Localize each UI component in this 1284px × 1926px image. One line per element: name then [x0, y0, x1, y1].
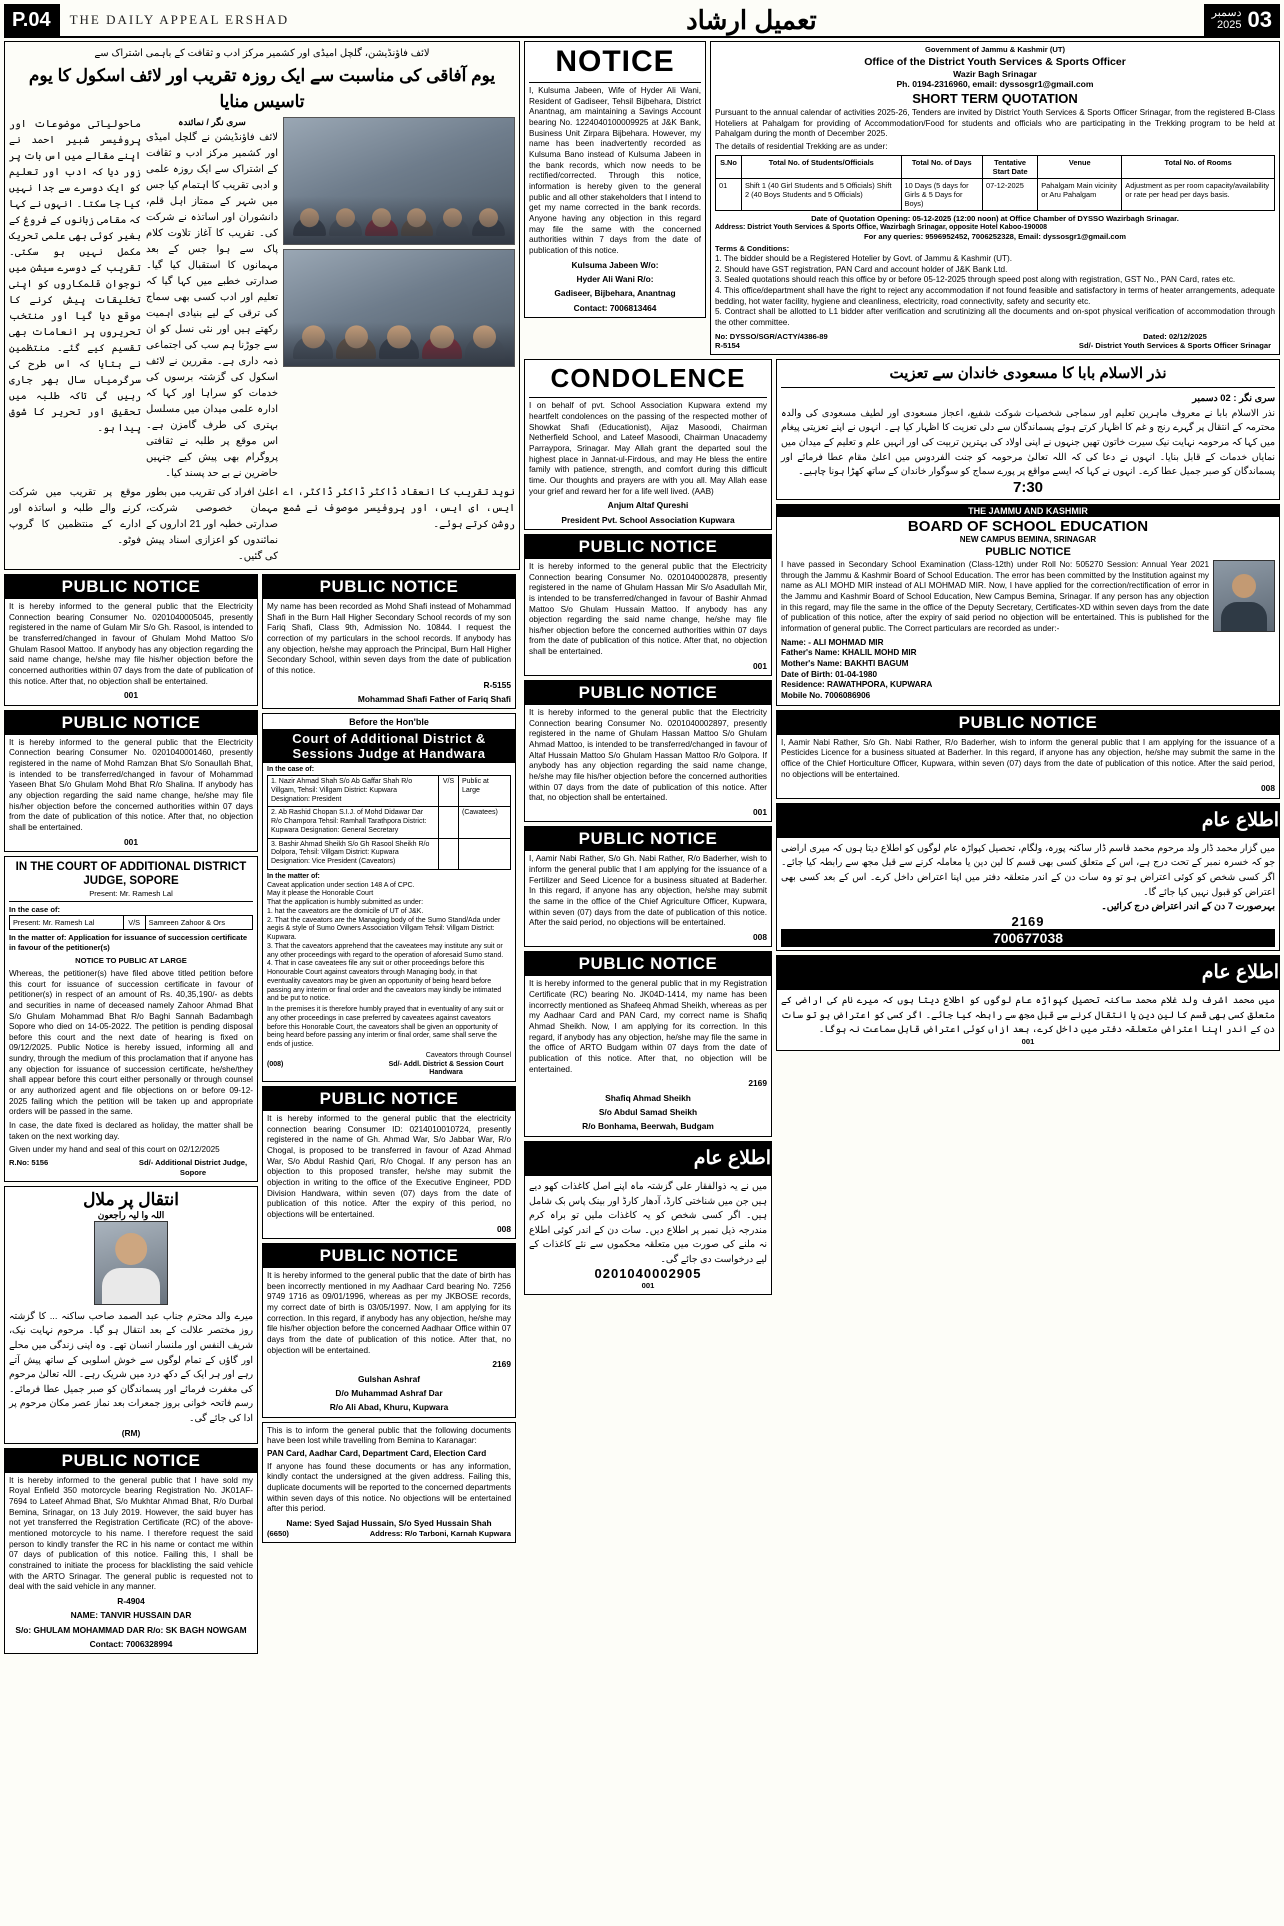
notice-title: اطلاع عام [525, 1142, 771, 1176]
notice-title: PUBLIC NOTICE [525, 681, 771, 705]
article-caption-left: نوید تقریب کا انعقاد ڈاکٹر ڈاکٹر ڈاکٹر، اے ایس، ای ایس، اور پروفیسر موصوف نے شمع روشن کرتے ہوئے۔ [283, 487, 515, 530]
notice-days: بہرصورت 7 دن کے اندر اعتراض درج کرائیں۔ [1101, 900, 1275, 912]
date-year: 2025 [1217, 19, 1242, 31]
urdu-tazeyat-notice [776, 359, 1280, 499]
notice-title: PUBLIC NOTICE [525, 952, 771, 976]
govt-short-term-quotation [710, 41, 1280, 355]
notice-sign-address: Gadiseer, Bijbehara, Anantnag [554, 288, 676, 299]
board-field-dob: Date of Birth: 01-04-1980 [781, 669, 878, 679]
date-month: دسمبر [1211, 7, 1242, 20]
notice-title: PUBLIC NOTICE [525, 535, 771, 559]
notice-number: 0201040002905 [594, 1266, 702, 1282]
cell-start-date: 07-12-2025 [983, 178, 1038, 210]
masthead-date [1204, 4, 1280, 36]
cell-sno: 01 [716, 178, 742, 210]
cell-days: 10 Days (5 days for Girls & 5 Days for Boys) [901, 178, 982, 210]
cell-venue: Pahalgam Main vicinity or Aru Pahalgam [1038, 178, 1122, 210]
notice-ref: 001 [124, 690, 138, 701]
cell-rooms: Adjustment as per room capacity/availability or rate per head per days basis. [1122, 178, 1275, 210]
public-notice-fertilizer-licence [524, 826, 772, 947]
article-photo-top [283, 117, 515, 245]
notice-sign-name: Name: Syed Sajad Hussain, S/o Syed Hussain Shah [286, 1517, 492, 1528]
notices-column-3 [524, 41, 706, 359]
public-notice-electricity-1 [4, 574, 258, 706]
notice-ref: 008 [497, 1223, 511, 1234]
court-sign-right: Caveators through Counsel [425, 1051, 511, 1059]
notice-body: میں نے یہ ذوالفقار علی گزشتہ ماہ اپنے اصل کاغذات کھو دیے ہیں جن میں شناختی کارڈ، آدھار کارڈ اور بینک پاس بک شامل ہیں۔ اگر کسی شخص کو یہ کاغذات ملیں تو براہ کرم مندرجہ ذیل نمبر پر اطلاع دیں۔ سات دن کے اندر کوئی اطلاع نہ ملنے کی صورت میں متعلقہ محکموں سے نئے کاغذات کے لیے درخواست دی جائے گی۔ [529, 1180, 767, 1264]
notice-body: I, Kulsuma Jabeen, Wife of Hyder Ali Wani, Resident of Gadiseer, Tehsil Bijbehara, District Anantnag, am maintaining a Savings Account bearing No. 1224040100009925 at J&K Bank, Business Unit Zirpara Bijbehara. However, my name has been inadvertently recorded as Kulsuma Bano instead of Kulsuma Jabeen in the bank records, which now needs to be rectified/corrected. Through this notice, information is hereby given to the general public and all other stakeholders that I intend to get my name corrected in the bank records. Anyone having any objection in this regard may file the same with the concerned authorities within 7 days from the date of publication of this notice. [529, 86, 701, 255]
notice-ref: 008 [1261, 783, 1275, 794]
case-party-right: Samreen Zahoor & Ors [145, 916, 252, 930]
govt-opening: Date of Quotation Opening: 05-12-2025 (12:00 noon) at Office Chamber of DYSSO Wazirbagh Srinagar. [811, 213, 1179, 223]
page-number: P.04 [4, 4, 59, 36]
notice-body: It is hereby informed to the general public that in my Registration Certificate (RC) bearing No. JK04D-1414, my name has been incorrectly mentioned as Shafeeq Ahmad Sheikh, whereas as per my Aadhaar Card and PAN Card, my correct name is Shafiq Ahmad Sheikh. Now, I am applying for its correction. In this regard, if anybody has any objection, he/she may file the same in the office of ARTO Budgam within 07 days from the date of publication of this notice. After that, no objection will be entertained. [529, 979, 767, 1074]
masthead [4, 4, 1280, 38]
notice-ref: R-5155 [483, 679, 511, 690]
notice-body: I, Aamir Nabi Rather, S/o Gh. Nabi Rather, R/o Baderher, wish to inform the general public that I am applying for the issuance of a Fertilizer and Seed Licence for a business situated at Baderher. In this regard, if anyone has any objection, he/she may submit the same in the office of the Chief Agriculture Officer, Kupwara, within seven (07) days from the date of publication of this notice. After the said period, no objections will be entertained. [529, 854, 767, 928]
table-header-row [716, 155, 1275, 178]
court-line-3: That the application is humbly submitted as under: [267, 899, 424, 907]
article-photo-bottom [283, 249, 515, 367]
notice-ref: 001 [641, 1281, 655, 1291]
condolence-sign-title: President Pvt. School Association Kupwara [561, 514, 735, 525]
notice-body: It is hereby informed to the general public that the Electricity Connection bearing Consumer No. 0201040002878, presently registered in the name of Ghulam Hassan Mir S/o Asadullah Mir, is intended to be transferred/changed in favour of Bashir Ahmad Mattoo S/o Ghulam Hussain Mattoo. If anybody has any objection regarding the said name change, he/she may file his/her objection before the concerned authorities within 07 days from the date of publication of this notice. After that, no objection shall be entertained. [529, 561, 767, 657]
case-vs: V/S [123, 916, 145, 930]
article-byline: سری نگر / نمائندہ [178, 117, 246, 127]
notice-body: It is hereby informed to the general public that the Electricity Connection bearing Consumer No. 0201040001460, presently registered in the name of Mohd Ramzan Bhat S/o Sonaullah Bhat, is intended to be transferred/changed in favour of Mohammad Yaseen Bhat S/o Ghulam Mohd Bhat R/o Shalina. If anybody has any objection regarding the said name change, he/she may file his/her objection before the concerned authorities within 07 days from the date of publication of this notice. After that, no objection shall be entertained. [9, 737, 253, 832]
notice-sign-father: S/o Abdul Samad Sheikh [598, 1106, 698, 1117]
notice-ref: R-4904 [117, 1595, 145, 1606]
article-caption-mid: اعلیٰ افراد کی تقریب میں بطور مہمان خصوصی شرکت، صدارتی خطبہ اور 21 اداروں کے نمائندوں کو اعزازی اسناد پیش کی گئیں۔ [146, 487, 278, 562]
case-vs [439, 807, 459, 838]
notice-address: Address: R/o Tarboni, Karnah Kupwara [369, 1529, 511, 1539]
board-pre: THE JAMMU AND KASHMIR [777, 505, 1279, 517]
notice-ref: 2169 [748, 1078, 767, 1089]
govt-term-3: 3. Sealed quotations should reach this office by or before 05-12-2025 through speed post along with registration, GST No., PAN Card, rates etc. [715, 275, 1236, 285]
court-ref: R.No: 5156 [9, 1158, 49, 1168]
notice-title: PUBLIC NOTICE [5, 575, 257, 599]
notice-sign-name: Shafiq Ahmad Sheikh [605, 1092, 691, 1103]
obituary-sub: اللہ وا لیہ راجعون [97, 1209, 165, 1220]
court-body-2: In case, the date fixed is declared as holiday, the matter shall be taken on the next working day. [9, 1121, 253, 1141]
notices-column-5 [776, 359, 1280, 1299]
court-title: IN THE COURT OF ADDITIONAL DISTRICT JUDGE, SOPORE [15, 860, 247, 888]
notice-title: PUBLIC NOTICE [263, 575, 515, 599]
notice-body: It is hereby informed to the general public that the Electricity Connection bearing Consumer No. 0201040002897, presently registered in the name of Ghulam Hassan Mattoo S/o Ghulam Ahmad Mattoo, is intended to be transferred/changed in favour of Altaf Hussain Mattoo S/o Ghulam Hassan Mattoo R/o Golpora. If anybody has any objection regarding the said name change, he/she may file his/her objection before the concerned authorities within 07 days from the date of publication of this notice. After that, no objection shall be entertained. [529, 708, 767, 803]
govt-office: Office of the District Youth Services & Sports Officer [864, 55, 1126, 68]
obituary-sign: (RM) [121, 1428, 141, 1439]
board-body: I have passed in Secondary School Examination (Class-12th) under Roll No: 505270 Session: Annual Year 2021 through the Jammu & Kashmir Board of School Education. The error has been committed by the Institution against my name as ALI MOHD MIR instead of ALI MOHMAD MIR. Now, I have applied for the correction/rectification of error in the Jammu and Kashmir Board of School Education, New Campus Bemina, Srinagar. If any person has any objection in this regard, may file the same in the office of the Deputy Secretary, Certificates-XD within seven days from the date of publication of this notice, after the expiry of said period no objection will be entertained. This is published for the information of general public. The Correct particulars are recorded as under:- [781, 560, 1209, 633]
case-party-right: (Cawatees) [459, 807, 511, 838]
notice-sign-address: R/o Bonhama, Beerwah, Budgam [582, 1121, 714, 1132]
notice-ref: 001 [124, 836, 138, 847]
board-of-school-education-notice [776, 504, 1280, 706]
notice-ref: (6650) [267, 1529, 289, 1539]
notice-title: PUBLIC NOTICE [5, 1449, 257, 1473]
notice-ref: 2169 [492, 1359, 511, 1370]
public-notice-pdd-handwara [262, 1086, 516, 1239]
condolence-sign-name: Anjum Altaf Qureshi [607, 500, 689, 511]
court-public-label: NOTICE TO PUBLIC AT LARGE [75, 956, 187, 966]
govt-table-intro: The details of residential Trekking are as under: [715, 142, 888, 151]
condolence-body: I on behalf of pvt. School Association Kupwara extend my heartfelt condolences on the passing of the respected mother of Showkat Shafi (Educationist), Aijaz Masoodi, Chairman Netherfield School, and Lateef Masoodi, Chairman Unacademy Parraypora, Srinagar. May Allah grant the departed soul the highest place in Jannat-ul-Firdous, and may He bless the entire family with patience, strength, and comfort during this difficult time. Our thoughts and prayers are with you all. May Allah ease your grief and reward her for a life well lived. (AAB) [529, 401, 767, 496]
public-notice-fariq-shafi [262, 574, 516, 709]
govt-terms-title: Terms & Conditions: [715, 244, 790, 254]
board-field-father: Father's Name: KHALIL MOHD MIR [781, 648, 917, 658]
court-line-5: 2. That the caveators are the Managing body of the Sumo Stand/Ada under aegis & style of Sumo Owners Association Villgam Tehsil: Villgam District: Kupwara. [267, 916, 501, 942]
public-notice-lost-documents [262, 1422, 516, 1543]
tazeyat-title: نذر الاسلام بابا کا مسعودی خاندان سے تعزیت [889, 365, 1167, 383]
notice-sign-name: NAME: TANVIR HUSSAIN DAR [70, 1610, 192, 1621]
article-caption-right: موقع پر تقریب میں شرکت کرنے والے طلبہ و اساتذہ اور ادارے کے منتظمین کا گروپ فوٹو۔ [9, 487, 141, 546]
public-notice-electricity-2 [4, 710, 258, 852]
notice-sign-father: D/o Muhammad Ashraf Dar [335, 1387, 443, 1398]
board-field-mother: Mother's Name: BAKHTI BAGUM [781, 658, 909, 668]
tazeyat-time: 7:30 [1012, 478, 1044, 496]
notices-column-2 [262, 574, 516, 1658]
notice-ref: 001 [1021, 1036, 1035, 1046]
notice-sign-name: Gulshan Ashraf [357, 1373, 421, 1384]
govt-dated: Dated: 02/12/2025 [1143, 331, 1207, 341]
govt-term-4: 4. This office/department shall have the right to reject any accommodation if not found feasible and satisfactory in terms of heater arrangements, adequate bedding, hot water facility, hygiene and cleanliness, electricity, road connectivity, safety and security etc. [715, 285, 1275, 306]
court-title: Court of Additional District & Sessions Judge at Handwara [263, 729, 515, 763]
notice-body: میں گزار محمد ڈار ولد مرحوم محمد قاسم ڈار ساکنہ پورہ، ولگام، تحصیل کپواڑہ عام لوگوں کو اطلاع دیتا ہوں کہ میری اراضی جو کہ خسرہ نمبر کے تحت درج ہے، اس کے متعلق کسی بھی قسم کا لین دین یا معاملہ کرنے سے قبل مجھ سے رابطہ کیا جائے۔ اگر کسی شخص کو کوئی اعتراض ہو تو وہ سات دن کے اندر متعلقہ دفتر میں اپنا اعتراض داخل کرے۔ اس کے بعد کسی بھی اعتراض کو قبول نہیں کیا جائے گا۔ [781, 841, 1275, 897]
paper-name: THE DAILY APPEAL ERSHAD [59, 4, 300, 36]
case-party-right: Public at Large [459, 776, 511, 807]
trekking-details-table [715, 155, 1275, 211]
condolence-title: CONDOLENCE [550, 363, 746, 394]
col-days: Total No. of Days [901, 155, 982, 178]
article-column-2: ماحولیاتی موضوعات اور پروفیسر شبیر احمد نے اپنے مقالے میں اس بات پر زور دیا کہ ادب اور تعلیم کو ایک دوسرے سے جدا نہیں کیا جا سکتا۔ انہوں نے کہا کہ مقامی زبانوں کے فروغ کے بغیر کوئی بھی علمی تحریک مکمل نہیں ہو سکتی۔ تقریب کے دوسرے سیشن میں نوجوان قلمکاروں کو اپنی تخلیقات پیش کرنے کا موقع دیا گیا اور منتخب تحریروں پر انعامات بھی تقسیم کیے گئے۔ منتظمین نے بتایا کہ اس طرح کی سرگرمیاں سال بھر جاری رہیں گی تاکہ طلبہ میں تحقیق اور تحریر کا شوق پیدا ہو۔ [9, 119, 141, 434]
masthead-title: تعمیل ارشاد [686, 4, 817, 35]
court-ref: (008) [267, 1060, 284, 1068]
notice-title: اطلاع عام [777, 956, 1279, 990]
col-rooms: Total No. of Rooms [1122, 155, 1275, 178]
table-row [268, 838, 511, 869]
applicant-photo [1213, 560, 1275, 632]
court-sign: Sd/- Addl. District & Session Court Handwara [388, 1060, 504, 1077]
notice-title: NOTICE [555, 45, 675, 78]
date-day: 03 [1247, 7, 1272, 32]
public-notice-pesticide-licence [776, 710, 1280, 799]
condolence-notice [524, 359, 772, 530]
ittila-aam-3 [776, 955, 1280, 1051]
public-notice-shafiq-rc [524, 951, 772, 1136]
public-notice-royal-enfield [4, 1448, 258, 1655]
article-headline: یوم آفاقی کی مناسبت سے ایک روزہ تقریب اور لائف اسکول کا یوم تاسیس منایا [28, 66, 496, 111]
article-column-1: لائف فاؤنڈیشن نے گلچل امیڈی اور کشمیر مرکز ادب و ثقافت کے اشتراک سے ایک روزہ علمی و ادبی تقریب کا اہتمام کیا جس میں شہر کے ممتاز اہل قلم، دانشوران اور اساتذہ نے شرکت کی۔ تقریب کا آغاز تلاوت کلام پاک سے ہوا جس کے بعد مہمانوں کا استقبال کیا گیا۔ صدارتی خطبے میں کہا گیا کہ تعلیم اور ادب کسی بھی سماج کی ترقی کے لیے بنیادی اہمیت رکھتے ہیں اور نئی نسل کو ان سے جوڑنا ہم سب کی اجتماعی ذمہ داری ہے۔ مقررین نے لائف اسکول کی گزشتہ برسوں کی خدمات کو سراہا اور کہا کہ ادارہ علمی میدان میں مسلسل بہتری کی طرف گامزن ہے۔ اس موقع پر طلبہ نے ثقافتی پروگرام بھی پیش کیے جنہیں حاضرین نے بے حد پسند کیا۔ [146, 132, 278, 479]
govt-sign: Sd/- District Youth Services & Sports Officer Srinagar [1078, 341, 1272, 351]
notice-doc-list: PAN Card, Aadhar Card, Department Card, Election Card [267, 1448, 487, 1458]
cell-students: Shift 1 (40 Girl Students and 5 Officials) Shift 2 (40 Boys Students and 5 Officials) [742, 178, 902, 210]
notice-body-2: If anyone has found these documents or has any information, kindly contact the undersigned at the given address. Failing this, duplicate documents will be reported to the concerned departments within seven days of this notice. No objections will be entertained after this period. [267, 1461, 511, 1514]
ittila-aam-1 [776, 803, 1280, 951]
table-row [268, 807, 511, 838]
notice-sign-address: S/o: GHULAM MOHAMMAD DAR R/o: SK BAGH NOWGAM [15, 1624, 247, 1635]
notice-phone: 700677038 [781, 929, 1275, 947]
notice-body: It is hereby informed to the general public that the date of birth has been incorrectly mentioned in my Aadhaar Card bearing No. 7256 9749 1716 as 09/01/1996, whereas as per my JKBOSE records, my correct date of birth is 03/05/1997. Now, I am applying for its correction. In this regard, if anybody has any objection, he/she may file his/her objection before the concerned Aadhaar Office within 07 days from the date of publication of this notice. After that, no objection will be entertained. [267, 1270, 511, 1355]
notice-body: It is hereby informed to the general public that I have sold my Royal Enfield 350 motorcycle bearing Registration No. JK01AF-7694 to Lateef Ahmad Bhat, S/o Mukhtar Ahmad Bhat, R/o Durbal Bemina, Srinagar, on 13 July 2019. However, the said buyer has not yet transferred the Registration Certificate (RC) of the above-mentioned motorcycle to his name. I therefore request the said person to kindly transfer the RC in his name or contact me within 07 days of publication of this notice. Failing this, I shall be constrained to initiate the process for blacklisting the said vehicle with the ARTO Srinagar. The general public is requested not to deal with the said vehicle in any manner. [9, 1475, 253, 1592]
court-present: Present: Mr. Ramesh Lal [89, 888, 173, 898]
feature-article [4, 41, 520, 570]
court-line-6: 3. That the caveators apprehend that the caveatees may institute any suit or any other proceedings with regard to the operation of aforesaid Sumo stand. [267, 942, 504, 959]
notice-title: PUBLIC NOTICE [525, 827, 771, 851]
court-line-2: May it please the Honorable Court [267, 890, 374, 898]
case-party-left: 3. Bashir Ahmad Sheikh S/o Gh Rasool Sheikh R/o Dolpora, Tehsil: Villgam District: Kupwara Designation: Vice President (Caveators) [268, 838, 439, 869]
table-row [716, 178, 1275, 210]
case-party-left: Present: Mr. Ramesh Lal [10, 916, 124, 930]
board-field-residence: Residence: RAWATHPORA, KUPWARA [781, 680, 933, 690]
col-students: Total No. of Students/Officials [742, 155, 902, 178]
notice-title: PUBLIC NOTICE [263, 1244, 515, 1268]
notice-body: I, Aamir Nabi Rather, S/o Gh. Nabi Rather, R/o Baderher, wish to inform the general public that I am applying for the issuance of a Pesticides Licence for a business situated at Baderher. In this regard, if anyone has any objection, he/she may submit the same in the office of the Chief Horticulture Officer, Kupwara, within seven (07) days from the date of publication of this notice. After the said period, no objections will be entertained. [781, 737, 1275, 779]
govt-address-line: Address: District Youth Services & Sports Office, Wazirbagh Srinagar, opposite Hotel Kaboo-190008 [715, 223, 1048, 231]
board-field-name: Name: - ALI MOHMAD MIR [781, 637, 884, 647]
board-campus: NEW CAMPUS BEMINA, SRINAGAR [959, 535, 1097, 545]
case-party-right [459, 838, 511, 869]
court-notice-handwara [262, 713, 516, 1082]
court-case-table [267, 775, 511, 870]
col-venue: Venue [1038, 155, 1122, 178]
obituary-notice [4, 1186, 258, 1444]
notice-sign-address: R/o Ali Abad, Khuru, Kupwara [329, 1402, 449, 1413]
notice-title: اطلاع عام [777, 804, 1279, 838]
govt-term-2: 2. Should have GST registration, PAN Card and account holder of J&K Bank Ltd. [715, 264, 1008, 274]
notice-sign-husband: Hyder Ali Wani R/o: [576, 273, 654, 284]
tazeyat-body: نذر الاسلام بابا نے معروف ماہرین تعلیم اور سماجی شخصیات شوکت شفیع، اعجاز مسعودی اور لطیف مسعودی کی والدہ محترمہ کے انتقال پر گہرے رنج و غم کا اظہار کرتے ہوئے پسماندگان سے دلی تعزیت کا اظہار کیا ہے۔ انہوں نے اپنے تعزیتی پیغام میں کہا کہ مرحومہ نہایت نیک سیرت خاتون تھیں جنہوں نے اپنی اولاد کی بہترین تربیت کی اور انہیں علم و تعلیم کے میدان میں نمایاں خدمات کے قابل بنایا۔ انہوں نے دعا کی کہ اللہ تعالیٰ مرحومہ کو جنت الفردوس میں اعلیٰ مقام عطا فرمائے اور پسماندگان کو صبر جمیل عطا کرے۔ انہوں نے کہا کہ ایسے مواقع پر پورے سماج کو سوگوار خاندان کے ساتھ کھڑا ہونا چاہیے۔ [781, 406, 1275, 477]
case-party-left: 1. Nazir Ahmad Shah S/o Ab Gaffar Shah R/o Villgam, Tehsil: Villgam District: Kupwara Designation: President [268, 776, 439, 807]
notice-ref: 001 [753, 807, 767, 818]
notice-body: It is hereby informed to the general public that the Electricity Connection bearing Consumer No. 0201040005045, presently registered in the name of Gulam Mir S/o Gh. Rasool, is intended to be transferred/changed in favour of Ghulam Mohd Mattoo S/o Ghulam Rasool Mattoo. If anybody has any objection regarding the said name change, he/she may file his/her objection before the concerned authorities within 07 days from the date of publication of this notice. After that, no objection shall be entertained. [9, 602, 253, 686]
notice-contact: Contact: 7006813464 [573, 302, 657, 313]
govt-ref: R-5154 [715, 341, 740, 351]
govt-intro: Pursuant to the annual calendar of activities 2025-26, Tenders are invited by District Youth Services & Sports Officer Srinagar, from the registered B-Class Hoteliers at Pahalgam for providing of Accommodation/Food for students and officials who are participating in the Trekking program to be held at Pahalgam during the month of December 2025. [715, 108, 1275, 139]
board-field-mobile: Mobile No. 7006086906 [781, 690, 871, 700]
court-line-8: In the premises it is therefore humbly prayed that in eventuality of any suit or any other proceedings in case preferred by caveatees against caveators before this Honorable Court, the caveators shall be given an opportunity of being heard before passing any interim or final order, same shall serve the ends of justice. [267, 1006, 504, 1049]
notice-sign: Mohammad Shafi Father of Fariq Shafi [357, 693, 511, 704]
court-body: Whereas, the petitioner(s) have filed above titled petition before this court for issuance of succession certificate in favour of petitioner(s) in respect of an amount of Rs. 40,35,190/- as debts and securities in name of deceased namely Zahoor Ahmad Bhat S/o Ghulam Mohammad Bhat R/o Baghi Sannah Badambagh Sopore who died on 14-05-2022. The petition is pending disposal before this court and the next date of hearing is fixed on 09/12/2025. Public Notice is hereby issued, informing all and sundry, through the medium of this proclamation that if anyone has any objection for issuance of succession certificate, he/she/they shall appear before this court either personally or through counsel or any authorized agent and file objections on or before 09-12-2025 failing which the petition will be taken up and appropriate orders will be passed in the same. [9, 968, 253, 1117]
board-label: PUBLIC NOTICE [985, 546, 1071, 559]
tazeyat-place: سری نگر : 02 دسمبر [1192, 392, 1275, 404]
obituary-photo [94, 1221, 168, 1305]
notice-title: PUBLIC NOTICE [5, 711, 257, 735]
public-notice-bashir-mattoo [524, 534, 772, 676]
court-case-table [9, 915, 253, 930]
court-given: Given under my hand and seal of this court on 02/12/2025 [9, 1145, 220, 1155]
notice-kulsuma-jabeen [524, 41, 706, 318]
govt-contact: Ph. 0194-2316960, email: dyssosgr1@gmail.com [896, 79, 1094, 90]
court-pre: Before the Hon'ble [349, 717, 429, 728]
notice-body: This is to inform the general public that the following documents have been lost while travelling from Bemina to Karanagar: [267, 1425, 511, 1446]
court-sign: Sd/- Additional District Judge, Sopore [138, 1158, 248, 1177]
court-line-1: Caveat application under section 148 A of CPC. [267, 881, 415, 889]
case-vs [439, 838, 459, 869]
notices-column-4 [524, 359, 772, 1299]
notice-title: PUBLIC NOTICE [263, 1087, 515, 1111]
court-case-label: In the case of: [9, 905, 61, 915]
govt-title: SHORT TERM QUOTATION [912, 91, 1078, 107]
col-sno: S.No [716, 155, 742, 178]
ittila-aam-2 [524, 1141, 772, 1296]
notice-sign-name: Kulsuma Jabeen W/o: [571, 259, 659, 270]
obituary-body: میرے والد محترم جناب عبد الصمد صاحب ساکنہ ... کا گزشتہ روز مختصر علالت کے بعد انتقال ہو گیا۔ مرحوم نہایت نیک، شریف النفس اور ملنسار انسان تھے۔ وہ اپنی زندگی میں محلے اور گاؤں کے تمام لوگوں سے خوش اسلوبی کے ساتھ پیش آتے رہے اور ہر ایک کے دکھ درد میں شریک رہے۔ اللہ تعالیٰ مرحوم کی مغفرت فرمائے اور پسماندگان کو صبر جمیل عطا فرمائے۔ رسم فاتحہ خوانی بروز جمعرات بعد نماز عصر مکان مرحوم پر ادا کی جائے گی۔ [9, 1309, 253, 1423]
govt-queries: For any queries: 9596952452, 7006252328, Email: dyssosgr1@gmail.com [864, 232, 1126, 242]
govt-term-1: 1. The bidder should be a Registered Hotelier by Govt. of Jammu & Kashmir (UT). [715, 253, 1013, 263]
court-matter: In the matter of: Application for issuance of succession certificate in favour of the petitioner(s) [9, 933, 248, 953]
notice-sign-contact: Contact: 7006328994 [89, 1638, 173, 1649]
obituary-title: انتقال پر ملال [83, 1189, 179, 1209]
case-vs: V/S [439, 776, 459, 807]
notice-ref: 2169 [1011, 913, 1045, 929]
public-notice-aadhaar-dob [262, 1243, 516, 1418]
court-line-4: 1. hat the caveators are the domicile of UT of J&K. [267, 907, 424, 915]
court-case-label: In the case of: [267, 766, 315, 774]
govt-term-5: 5. Contract shall be allotted to L1 bidder after verification and scrutinizing all the documents and on-spot physical verification of accommodation through the other committee. [715, 307, 1275, 327]
notice-body: My name has been recorded as Mohd Shafi instead of Mohammad Shafi in the Burn Hall Higher Secondary School records of my son Fariq Shafi, Class 9th, Admission No. 10844. I request the correction of my particulars in the school records. If anybody has any objection, he/she may approach the Principal, Burn Hall Higher Secondary School, within seven days from the date of publication of this notice. [267, 602, 511, 675]
govt-address: Wazir Bagh Srinagar [953, 69, 1037, 80]
notice-body: میں محمد اشرف ولد غلام محمد ساکنہ تحصیل کپواڑہ عام لوگوں کو اطلاع دیتا ہوں کہ میرے نام کی اراضی کے متعلق کسی بھی قسم کا لین دین یا انتقال کرنے سے قبل مجھ سے رابطہ کیا جائے۔ اگر کسی کو اعتراض ہو تو سات دن کے اندر اپنا اعتراض متعلقہ دفتر میں داخل کرے، بعد ازاں کوئی اعتراض قابل سماعت نہ ہوگا۔ [781, 994, 1275, 1035]
govt-line: Government of Jammu & Kashmir (UT) [924, 45, 1066, 54]
col-start-date: Tentative Start Date [983, 155, 1038, 178]
notice-title: PUBLIC NOTICE [777, 711, 1279, 735]
notices-column-1 [4, 574, 258, 1658]
govt-no: No: DYSSO/SGR/ACTY/4386-89 [715, 331, 828, 341]
notice-body: It is hereby informed to the general public that the electricity connection bearing Consumer ID: 0214010010724, presently registered in the name of Gh. Ahmad War, S/o Jabbar War, R/o Chogal, is proposed to be transferred in favour of Azad Ahmad War, S/o Abdul Rashid Qari, R/o Chogal. If any person has an objection to this proposed transfer, he/she may submit the objection in writing to the office of the Executive Engineer, PDD Division Handwara, within seven (07) days from the date of publication of this notice. After the expiry of this period, no objections will be entertained. [267, 1114, 511, 1219]
article-kicker: لائف فاؤنڈیشن، گلچل امیڈی اور کشمیر مرکز ادب و ثقافت کے باہمی اشتراک سے [94, 48, 430, 59]
court-notice-sopore [4, 856, 258, 1182]
notice-ref: 001 [753, 660, 767, 671]
public-notice-altaf-mattoo [524, 680, 772, 822]
board-title: BOARD OF SCHOOL EDUCATION [907, 517, 1149, 535]
notice-ref: 008 [753, 931, 767, 942]
court-line-7: 4. That in case caveatees file any suit or other proceedings before this Honourable Court against caveators through Managing body, in that eventuality caveators may be given an opportunity of being heard before passing any interim or final order and the caveators may kindly be intimated and be put to notice. [267, 960, 502, 1003]
court-matter-label: In the matter of: [267, 872, 320, 880]
table-row [268, 776, 511, 807]
case-party-left: 2. Ab Rashid Chopan S.I.J. of Mohd Didawar Dar R/o Champora Tehsil: Ramhall Tarathpora District: Kupwara Designation: General Secretary [268, 807, 439, 838]
